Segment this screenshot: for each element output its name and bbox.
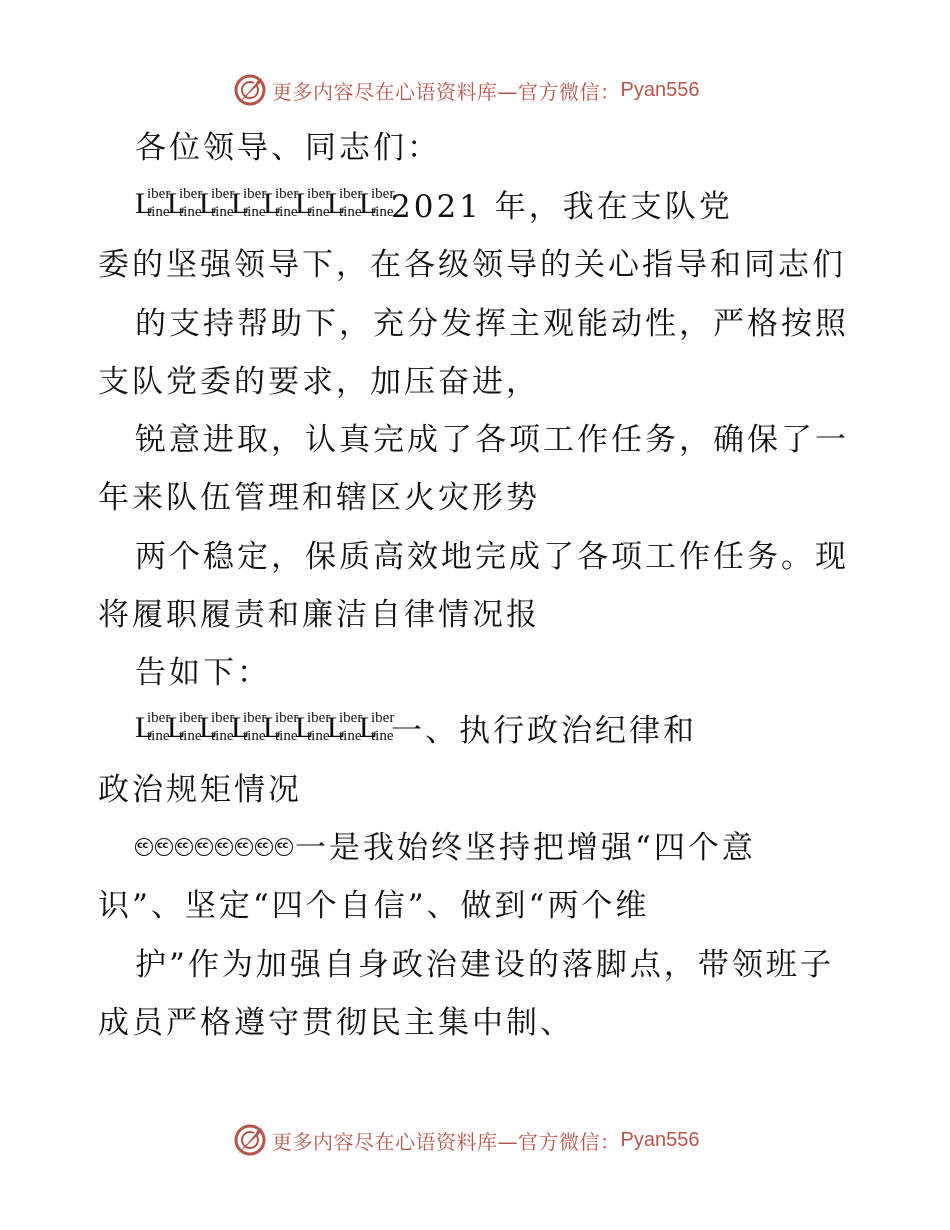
footer-banner-text: 更多内容尽在心语资料库—官方微信： xyxy=(272,1129,621,1154)
paragraph-1-line-8: 将履职履责和廉洁自律情况报 xyxy=(98,597,540,633)
paragraph-1-line-5: 锐意进取，认真完成了各项工作任务，确保了一 xyxy=(135,422,849,458)
paragraph-2-line-1-text: 一是我始终坚持把增强“四个意 xyxy=(295,830,756,866)
header-banner-text: 更多内容尽在心语资料库—官方微信： xyxy=(272,79,621,104)
ligature-glyph: L iber tine xyxy=(199,186,235,220)
quill-logo-icon xyxy=(232,72,268,108)
ligature-glyph: L iber tine xyxy=(135,710,171,744)
paragraph-2-line-1 xyxy=(135,828,895,868)
paragraph-2-line-3: 护”作为加强自身政治建设的落脚点，带领班子 xyxy=(135,947,834,983)
cc-circle-icon xyxy=(155,838,173,856)
ligature-glyph: L iber tine xyxy=(327,186,363,220)
section-1-heading-line-1 xyxy=(135,711,895,751)
ligature-glyph: L iber tine xyxy=(135,186,171,220)
paragraph-1-line-2: 委的坚强领导下，在各级领导的关心指导和同志们 xyxy=(98,247,846,283)
paragraph-1-line-6: 年来队伍管理和辖区火灾形势 xyxy=(98,480,540,516)
ligature-glyph: L iber tine xyxy=(167,186,203,220)
header-wechat-id: Pyan556 xyxy=(620,78,700,101)
cc-circle-icon xyxy=(275,838,293,856)
cc-circle-icon xyxy=(195,838,213,856)
ligature-glyph: L iber tine xyxy=(295,186,331,220)
paragraph-1-line-1-text: 2021 年，我在支队党 xyxy=(391,189,733,225)
cc-circle-icon xyxy=(255,838,273,856)
ligature-glyph: L iber tine xyxy=(327,710,363,744)
cc-circle-icon xyxy=(175,838,193,856)
paragraph-2-line-4: 成员严格遵守贯彻民主集中制、 xyxy=(98,1005,574,1041)
quill-logo-icon xyxy=(232,1122,268,1158)
paragraph-1-line-4: 支队党委的要求，加压奋进， xyxy=(98,364,540,400)
paragraph-1-line-9: 告如下： xyxy=(135,655,271,691)
section-1-heading-line-2: 政治规矩情况 xyxy=(98,772,302,808)
ligature-glyph: L iber tine xyxy=(231,186,267,220)
ligature-glyph: L iber tine xyxy=(359,710,395,744)
cc-circle-icon xyxy=(235,838,253,856)
greeting-line: 各位领导、同志们： xyxy=(135,130,441,166)
ligature-glyph: L iber tine xyxy=(263,710,299,744)
section-1-heading-text: 一、执行政治纪律和 xyxy=(391,713,697,749)
paragraph-2-line-2: 识”、坚定“四个自信”、做到“两个维 xyxy=(98,888,650,924)
paragraph-1-line-1 xyxy=(135,187,895,227)
ligature-glyph: L iber tine xyxy=(167,710,203,744)
ligature-glyph: L iber tine xyxy=(231,710,267,744)
ligature-run xyxy=(135,710,395,749)
paragraph-1-line-3: 的支持帮助下，充分发挥主观能动性，严格按照 xyxy=(135,306,849,342)
ligature-glyph: L iber tine xyxy=(263,186,299,220)
paragraph-1-line-7: 两个稳定，保质高效地完成了各项工作任务。现 xyxy=(135,539,849,575)
cc-circle-icon xyxy=(135,838,153,856)
footer-wechat-id: Pyan556 xyxy=(620,1128,700,1151)
ligature-glyph: L iber tine xyxy=(199,710,235,744)
ligature-glyph: L iber tine xyxy=(359,186,395,220)
cc-symbol-run xyxy=(135,830,295,866)
cc-circle-icon xyxy=(215,838,233,856)
header-banner xyxy=(0,70,950,110)
ligature-run xyxy=(135,186,395,225)
footer-banner xyxy=(0,1120,950,1160)
ligature-glyph: L iber tine xyxy=(295,710,331,744)
